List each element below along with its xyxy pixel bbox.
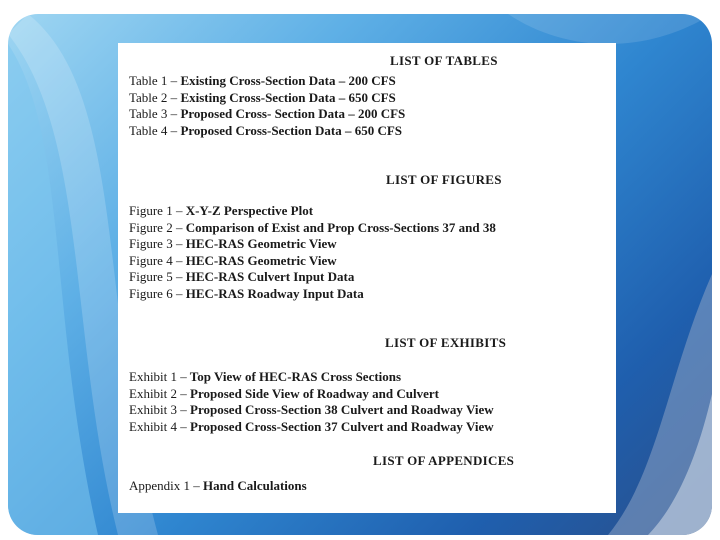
list-item: Table 1 – Existing Cross-Section Data – 200 CFS [129, 73, 396, 88]
list-item: Table 3 – Proposed Cross- Section Data – 200 CFS [129, 106, 406, 121]
list-item: Exhibit 1 – Top View of HEC-RAS Cross Sections [129, 369, 402, 384]
list-of-exhibits-heading: LIST OF EXHIBITS [385, 335, 507, 350]
list-item: Figure 5 – HEC-RAS Culvert Input Data [129, 269, 355, 284]
list-item: Exhibit 4 – Proposed Cross-Section 37 Culvert and Roadway View [129, 418, 494, 434]
list-item: Figure 2 – Comparison of Exist and Prop Cross-Sections 37 and 38 [129, 219, 496, 235]
list-item: Figure 3 – HEC-RAS Geometric View [129, 236, 337, 251]
tables-list [129, 73, 405, 139]
appendices-list [129, 478, 307, 495]
list-item: Appendix 1 – Hand Calculations [129, 478, 307, 493]
list-item: Table 2 – Existing Cross-Section Data – 650 CFS [129, 89, 396, 105]
list-item: Exhibit 2 – Proposed Side View of Roadway and Culvert [129, 385, 439, 401]
list-of-figures-heading: LIST OF FIGURES [386, 172, 502, 187]
list-item: Table 4 – Proposed Cross-Section Data – 650 CFS [129, 122, 403, 138]
figures-list [129, 203, 496, 302]
list-item: Exhibit 3 – Proposed Cross-Section 38 Culvert and Roadway View [129, 402, 494, 417]
list-of-appendices-heading: LIST OF APPENDICES [373, 453, 515, 468]
list-item: Figure 6 – HEC-RAS Roadway Input Data [129, 285, 364, 301]
list-of-tables-heading: LIST OF TABLES [390, 53, 498, 68]
exhibits-list [129, 369, 494, 435]
document-page [118, 43, 616, 513]
list-item: Figure 1 – X-Y-Z Perspective Plot [129, 203, 314, 218]
list-item: Figure 4 – HEC-RAS Geometric View [129, 252, 337, 268]
